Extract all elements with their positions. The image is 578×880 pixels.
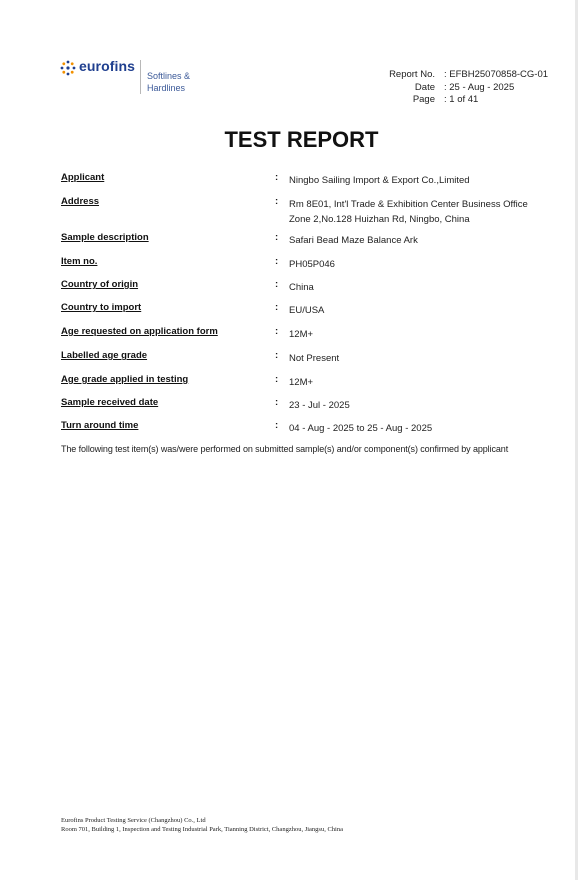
footer-address-line: Room 701, Building 1, Inspection and Testing Industrial Park, Tianning District, Changzhou, Jiangsu, China [61, 825, 343, 833]
field-colon: : [275, 326, 279, 337]
field-value-line: 04 - Aug - 2025 to 25 - Aug - 2025 [289, 423, 433, 434]
field-value-line: 12M+ [289, 329, 314, 340]
field-colon: : [275, 232, 279, 243]
logo-brand-text: eurofins [79, 58, 136, 74]
field-value-line: PH05P046 [289, 259, 335, 270]
field-value [289, 198, 528, 227]
logo-divider [140, 60, 141, 94]
field-colon: : [275, 374, 279, 385]
field-value [289, 422, 432, 437]
field-colon: : [275, 196, 279, 207]
field-colon: : [275, 302, 279, 313]
date-label: Date [414, 81, 435, 93]
field-colon: : [275, 279, 279, 290]
field-label: Age grade applied in testing [61, 374, 189, 385]
field-value-line: Rm 8E01, Int'l Trade & Exhibition Center Business Office [289, 199, 528, 210]
report-no-value: : EFBH25070858-CG-01 [444, 69, 549, 80]
field-value-line: Zone 2,No.128 Huizhan Rd, Ningbo, China [289, 213, 470, 225]
field-label: Sample received date [61, 397, 159, 408]
field-label: Age requested on application form [61, 326, 218, 337]
field-colon: : [275, 172, 279, 183]
page-label: Page [412, 94, 435, 105]
field-value-line: EU/USA [289, 305, 325, 316]
field-label: Applicant [61, 172, 105, 183]
field-colon: : [275, 420, 279, 431]
field-colon: : [275, 256, 279, 267]
field-value-line: China [289, 282, 314, 293]
field-label: Turn around time [61, 420, 139, 431]
field-colon: : [275, 350, 279, 361]
field-value [289, 281, 314, 296]
field-colon: : [275, 397, 279, 408]
field-value [289, 376, 313, 391]
footer-address [61, 817, 343, 834]
field-value-line: Safari Bead Maze Balance Ark [289, 235, 418, 246]
field-value-line: 23 - Jul - 2025 [289, 400, 350, 411]
logo-division-line2: Hardlines [147, 82, 186, 93]
eurofins-logo-icon [60, 60, 76, 76]
report-no-label: Report No. [389, 69, 435, 80]
page-value: : 1 of 41 [444, 94, 479, 105]
report-title: TEST REPORT [224, 127, 379, 152]
field-label: Country of origin [61, 279, 139, 290]
test-items-note: The following test item(s) was/were performed on submitted sample(s) and/or component(s) confirmed by applicant [61, 444, 509, 454]
field-value [289, 328, 313, 343]
field-value-line: Not Present [289, 353, 340, 364]
field-label: Item no. [61, 256, 98, 267]
field-value [289, 234, 418, 249]
field-value [289, 352, 339, 367]
footer-company: Eurofins Product Testing Service (Changzhou) Co., Ltd [61, 817, 206, 824]
eurofins-logo [60, 58, 200, 98]
field-value [289, 304, 324, 319]
field-label: Address [61, 196, 100, 207]
report-meta-labels [387, 69, 435, 107]
report-meta-values [444, 69, 548, 107]
field-value [289, 258, 335, 273]
field-label: Labelled age grade [61, 350, 148, 361]
field-value-line: 12M+ [289, 377, 314, 388]
logo-division-line1: Softlines & [147, 71, 191, 81]
field-label: Country to import [61, 302, 142, 313]
field-value [289, 399, 350, 414]
date-value: : 25 - Aug - 2025 [444, 81, 515, 93]
field-value [289, 174, 470, 189]
field-value-line: Ningbo Sailing Import & Export Co.,Limited [289, 175, 470, 186]
logo-division-text [147, 71, 190, 94]
field-label: Sample description [61, 232, 149, 243]
